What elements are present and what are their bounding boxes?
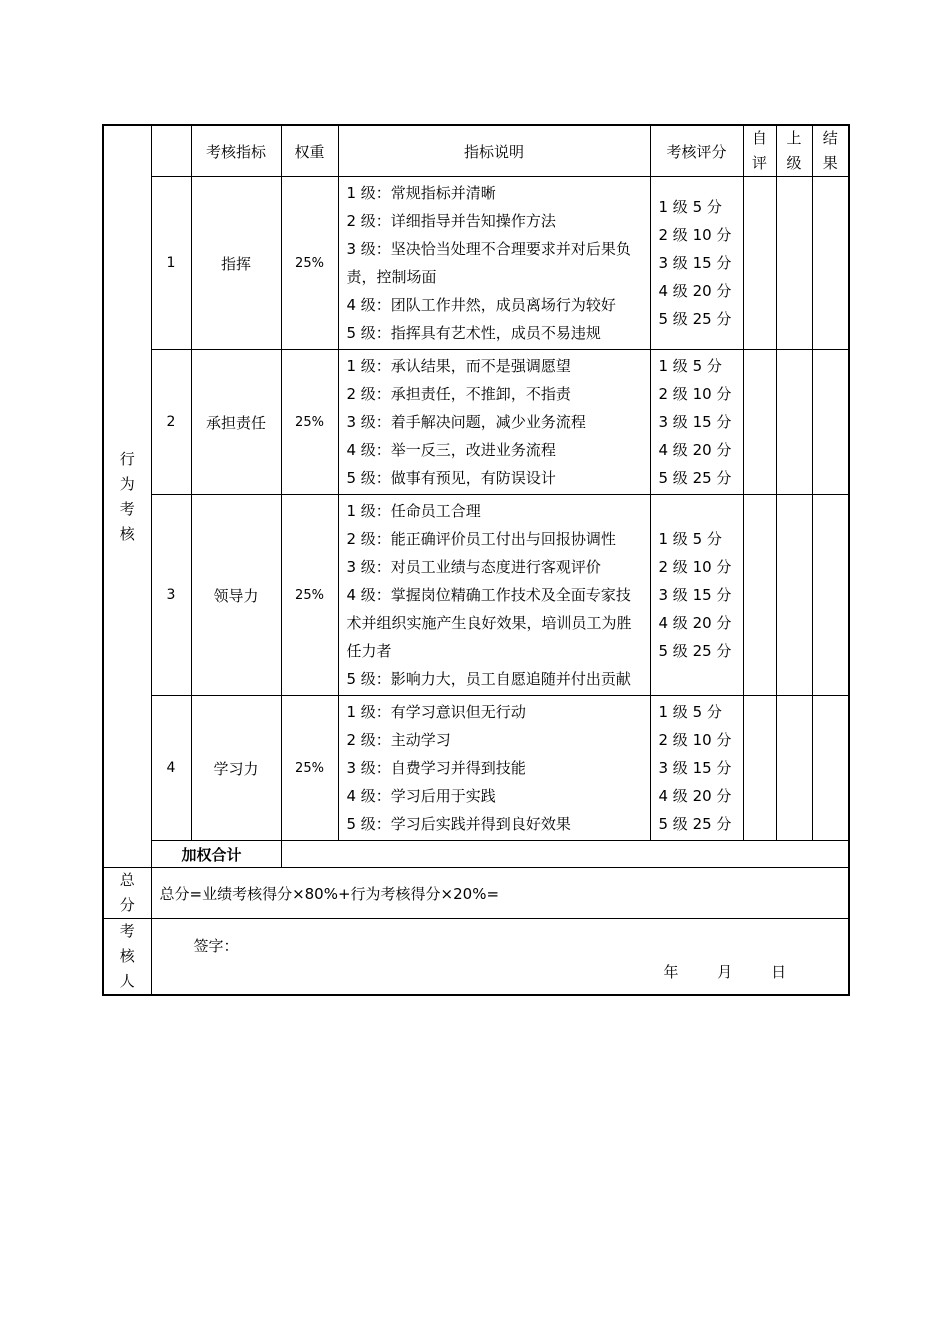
header-result: 结 果	[812, 125, 849, 177]
result-cell[interactable]	[812, 350, 849, 495]
row-number: 4	[151, 696, 191, 841]
superior-eval-cell[interactable]	[776, 495, 812, 696]
self-eval-cell[interactable]	[743, 696, 776, 841]
signature-area[interactable]	[151, 919, 849, 996]
header-description: 指标说明	[338, 125, 650, 177]
header-weight: 权重	[281, 125, 338, 177]
total-label: 总 分	[103, 868, 151, 919]
weighted-total-label: 加权合计	[151, 841, 281, 868]
reviewer-row	[103, 919, 849, 996]
total-row	[103, 868, 849, 919]
row-number: 3	[151, 495, 191, 696]
date-year-label: 年	[663, 963, 679, 981]
self-eval-cell[interactable]	[743, 495, 776, 696]
row-weight: 25%	[281, 495, 338, 696]
behavior-assessment-table	[102, 124, 850, 996]
row-number: 2	[151, 350, 191, 495]
header-number	[151, 125, 191, 177]
total-formula: 总分=业绩考核得分×80%+行为考核得分×20%=	[151, 868, 849, 919]
superior-eval-cell[interactable]	[776, 696, 812, 841]
row-indicator: 学习力	[191, 696, 281, 841]
row-description: 1 级：有学习意识但无行动 2 级：主动学习 3 级：自费学习并得到技能 4 级：学习后用于实践 5 级：学习后实践并得到良好效果	[338, 696, 650, 841]
weighted-total-row	[103, 841, 849, 868]
row-indicator: 领导力	[191, 495, 281, 696]
date-month-label: 月	[717, 963, 733, 981]
header-superior-eval: 上 级	[776, 125, 812, 177]
row-weight: 25%	[281, 696, 338, 841]
row-description: 1 级：常规指标并清晰 2 级：详细指导并告知操作方法 3 级：坚决恰当处理不合理要求并对后果负责，控制场面 4 级：团队工作井然，成员离场行为较好 5 级：指挥具有艺术性，成员不易违规	[338, 177, 650, 350]
result-cell[interactable]	[812, 696, 849, 841]
row-number: 1	[151, 177, 191, 350]
weighted-total-value[interactable]	[281, 841, 849, 868]
section-label-behavior: 行 为 考 核	[103, 125, 151, 868]
signature-label: 签字：	[193, 937, 239, 955]
row-description: 1 级：任命员工合理 2 级：能正确评价员工付出与回报协调性 3 级：对员工业绩与态度进行客观评价 4 级：掌握岗位精确工作技术及全面专家技术并组织实施产生良好效果，培训员工为胜任力者 5 级：影响力大，员工自愿追随并付出贡献	[338, 495, 650, 696]
self-eval-cell[interactable]	[743, 177, 776, 350]
header-row	[103, 125, 849, 177]
row-weight: 25%	[281, 177, 338, 350]
result-cell[interactable]	[812, 495, 849, 696]
row-scoring: 1 级 5 分 2 级 10 分 3 级 15 分 4 级 20 分 5 级 25 分	[650, 696, 743, 841]
table-row	[103, 696, 849, 841]
row-indicator: 承担责任	[191, 350, 281, 495]
table-row	[103, 495, 849, 696]
date-line	[664, 961, 787, 982]
superior-eval-cell[interactable]	[776, 350, 812, 495]
row-description: 1 级：承认结果，而不是强调愿望 2 级：承担责任，不推卸，不指责 3 级：着手解决问题，减少业务流程 4 级：举一反三，改进业务流程 5 级：做事有预见，有防误设计	[338, 350, 650, 495]
row-scoring: 1 级 5 分 2 级 10 分 3 级 15 分 4 级 20 分 5 级 25 分	[650, 177, 743, 350]
superior-eval-cell[interactable]	[776, 177, 812, 350]
reviewer-label: 考 核 人	[103, 919, 151, 996]
row-scoring: 1 级 5 分 2 级 10 分 3 级 15 分 4 级 20 分 5 级 25 分	[650, 495, 743, 696]
self-eval-cell[interactable]	[743, 350, 776, 495]
row-scoring: 1 级 5 分 2 级 10 分 3 级 15 分 4 级 20 分 5 级 25 分	[650, 350, 743, 495]
table-row	[103, 177, 849, 350]
row-weight: 25%	[281, 350, 338, 495]
header-scoring: 考核评分	[650, 125, 743, 177]
header-indicator: 考核指标	[191, 125, 281, 177]
date-day-label: 日	[771, 963, 787, 981]
header-self-eval: 自 评	[743, 125, 776, 177]
row-indicator: 指挥	[191, 177, 281, 350]
result-cell[interactable]	[812, 177, 849, 350]
table-row	[103, 350, 849, 495]
